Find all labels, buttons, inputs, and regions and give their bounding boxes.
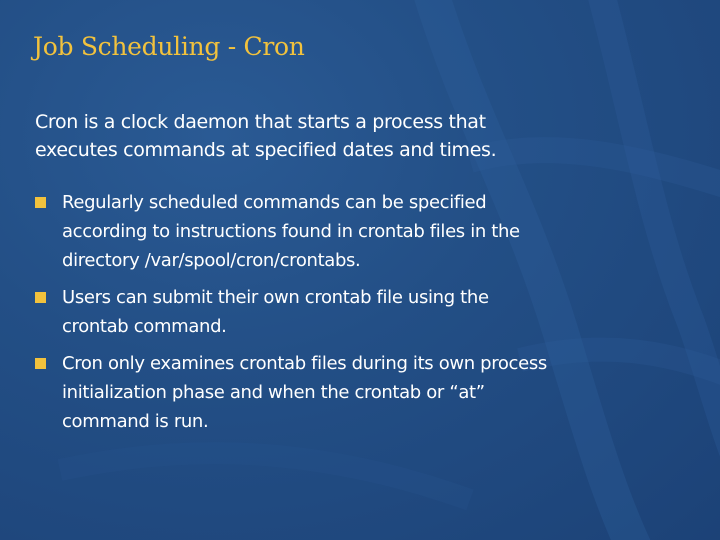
bullet-item [35,188,695,275]
bullet-line: command is run. [62,411,209,432]
bullet-item [35,349,695,436]
bullet-line: directory /var/spool/cron/crontabs. [62,250,361,271]
slide-title: Job Scheduling - Cron [33,32,305,61]
intro-paragraph [35,108,675,164]
bullet-item [35,283,695,341]
square-bullet-icon [35,197,46,208]
bullet-list [35,188,695,444]
bullet-line: according to instructions found in crontab files in the [62,221,520,242]
bullet-line: Users can submit their own crontab file using the [62,287,489,308]
square-bullet-icon [35,358,46,369]
bullet-line: initialization phase and when the crontab or “at” [62,382,485,403]
intro-line: Cron is a clock daemon that starts a process that [35,111,486,133]
bullet-line: crontab command. [62,316,227,337]
intro-line: executes commands at specified dates and times. [35,139,497,161]
bullet-line: Cron only examines crontab files during its own process [62,353,547,374]
bullet-line: Regularly scheduled commands can be specified [62,192,487,213]
square-bullet-icon [35,292,46,303]
